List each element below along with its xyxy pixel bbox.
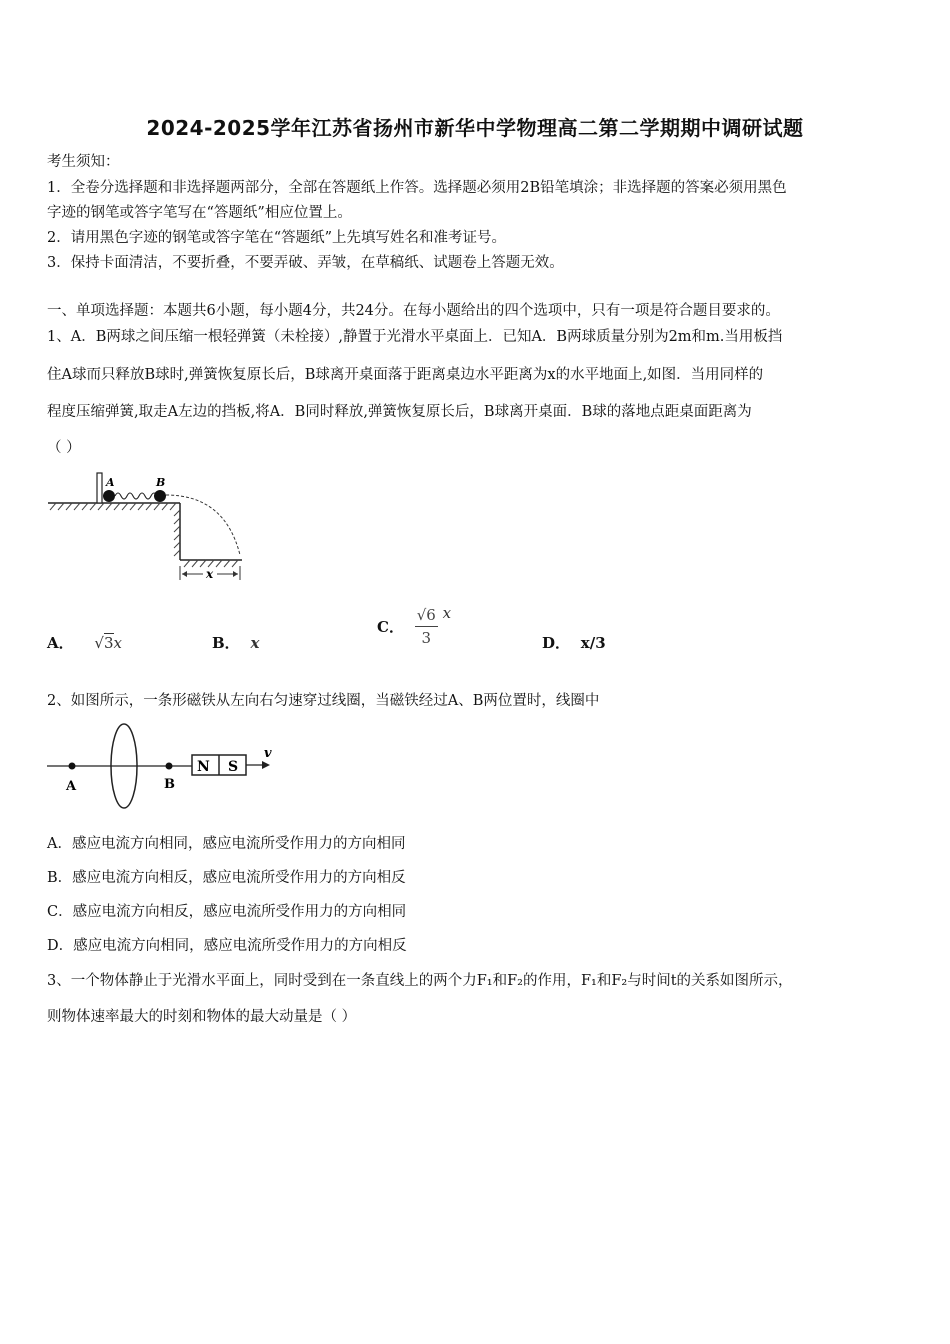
page-title: 2024-2025学年江苏省扬州市新华中学物理高二第二学期期中调研试题 [146, 116, 804, 140]
q1-option-a-value: √3x [94, 634, 122, 652]
notice-heading: 考生须知： [47, 154, 120, 170]
q1-option-c-denominator: 3 [421, 629, 432, 647]
q2-option-d[interactable]: D．感应电流方向相同，感应电流所受作用力的方向相反 [47, 938, 407, 954]
q1-line-3: 程度压缩弹簧,取走A左边的挡板,将A．B同时释放,弹簧恢复原长后，B球离开桌面．B球的落地点距桌面距离为 [47, 404, 752, 420]
q1-option-a-label: A． [47, 634, 74, 652]
notice-item-1-cont: 字迹的钢笔或答字笔写在“答题纸”相应位置上。 [47, 205, 352, 221]
q1-label-a: A [106, 476, 115, 489]
q2-option-c[interactable]: C．感应电流方向相反，感应电流所受作用力的方向相同 [47, 904, 407, 920]
q2-option-b[interactable]: B．感应电流方向相反，感应电流所受作用力的方向相反 [47, 870, 406, 886]
q2-magnet-s: S [228, 759, 239, 775]
q1-option-c-label: C． [377, 618, 404, 636]
notice-item-2: 2．请用黑色字迹的钢笔或答字笔在“答题纸”上先填写姓名和准考证号。 [47, 230, 507, 246]
q2-label-b: B [164, 777, 175, 792]
q3-line-2: 则物体速率最大的时刻和物体的最大动量是（ ） [47, 1009, 357, 1025]
q2-stem: 2、如图所示，一条形磁铁从左向右匀速穿过线圈，当磁铁经过A、B两位置时，线圈中 [47, 693, 600, 709]
q1-answer-blank: （ ） [47, 440, 81, 456]
q1-option-d-value: x/3 [580, 634, 606, 652]
q2-velocity-label: v [264, 746, 272, 761]
q1-option-c-numerator: √6 [415, 606, 438, 627]
q1-option-c-var: x [442, 603, 452, 622]
q1-option-a-var: x [113, 634, 122, 652]
q2-magnet-n: N [197, 759, 210, 775]
q1-line-1: 1、A．B两球之间压缩一根轻弹簧（未栓接）,静置于光滑水平桌面上．已知A．B两球质量分别为2m和m.当用板挡 [47, 329, 783, 345]
q1-line-2: 住A球而只释放B球时,弹簧恢复原长后，B球离开桌面落于距离桌边水平距离为x的水平地面上,如图．当用同样的 [47, 367, 764, 383]
q1-label-x: x [206, 567, 214, 581]
q3-line-1: 3、一个物体静止于光滑水平面上，同时受到在一条直线上的两个力F₁和F₂的作用，F₁和F₂与时间t的关系如图所示， [47, 973, 793, 989]
q1-option-b-value: x [250, 634, 260, 652]
q1-option-d-label: D． [542, 634, 571, 652]
notice-item-1: 1．全卷分选择题和非选择题两部分，全部在答题纸上作答。选择题必须用2B铅笔填涂；非选择题的答案必须用黑色 [47, 180, 787, 196]
q1-option-b-label: B． [212, 634, 240, 652]
q2-option-a[interactable]: A．感应电流方向相同，感应电流所受作用力的方向相同 [47, 836, 406, 852]
q1-option-a-radicand: 3 [103, 634, 114, 652]
section-heading: 一、单项选择题：本题共6小题，每小题4分，共24分。在每小题给出的四个选项中，只有一项是符合题目要求的。 [47, 303, 780, 319]
q2-label-a: A [66, 779, 77, 794]
q1-label-b: B [156, 476, 166, 489]
notice-item-3: 3．保持卡面清洁，不要折叠，不要弄破、弄皱，在草稿纸、试题卷上答题无效。 [47, 255, 564, 271]
